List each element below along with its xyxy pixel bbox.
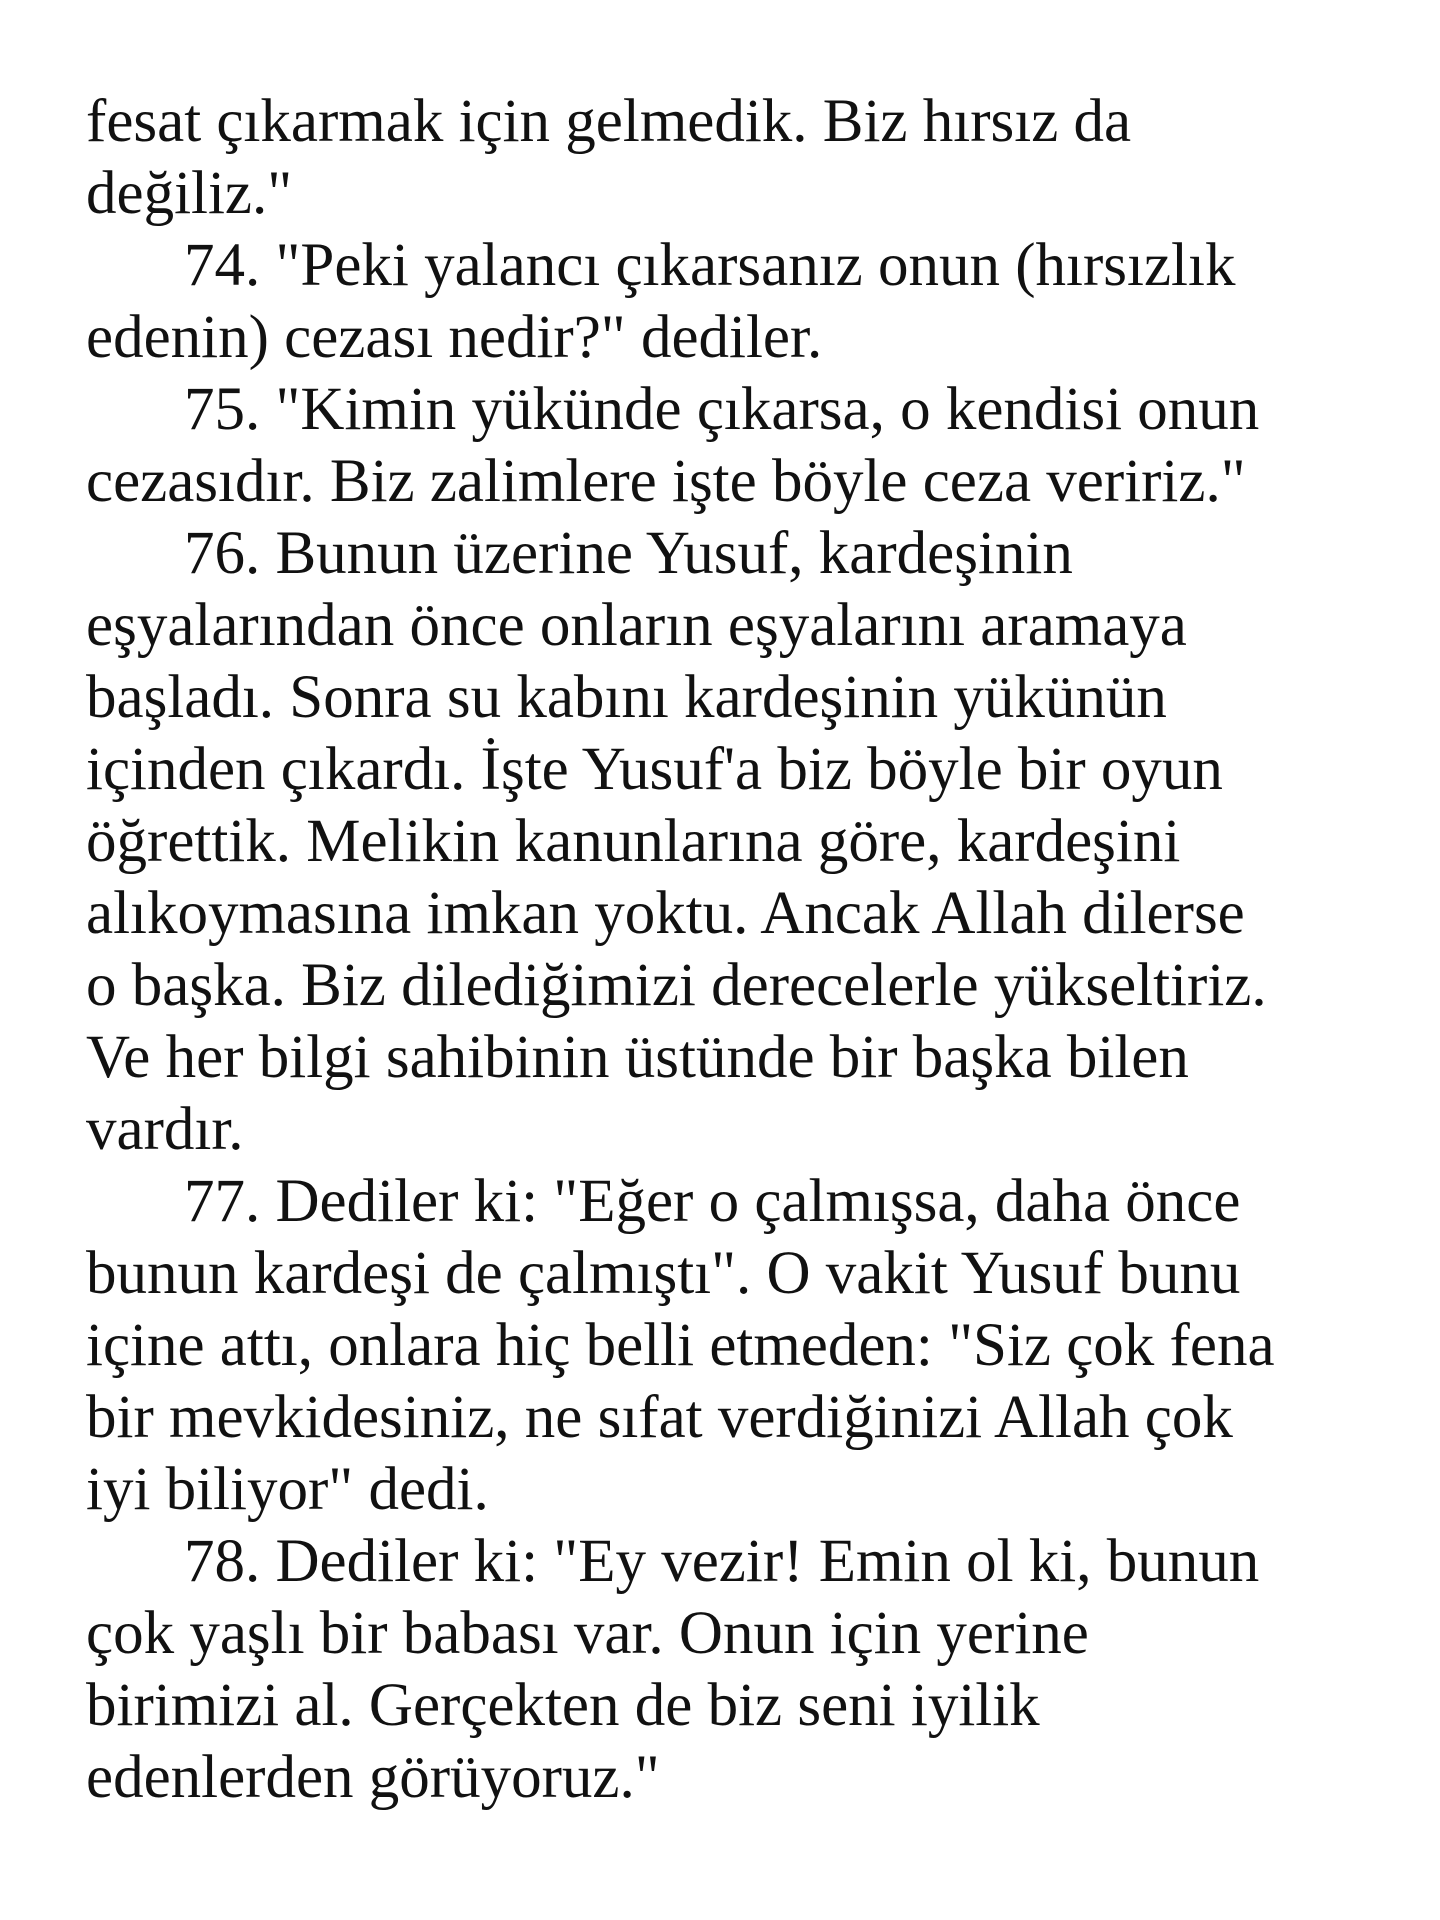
text-line: fesat çıkarmak için gelmedik. Biz hırsız da: [86, 88, 1132, 155]
text-line: öğrettik. Melikin kanunlarına göre, kardeşini: [86, 808, 1181, 875]
text-line: vardır.: [86, 1096, 244, 1163]
text-line: birimizi al. Gerçekten de biz seni iyilik: [86, 1672, 1040, 1739]
text-line: çok yaşlı bir babası var. Onun için yerine: [86, 1600, 1089, 1667]
text-line: içinden çıkardı. İşte Yusuf'a biz böyle bir oyun: [86, 736, 1223, 803]
text-line: içine attı, onlara hiç belli etmeden: "Siz çok fena: [86, 1312, 1275, 1379]
text-line: Ve her bilgi sahibinin üstünde bir başka bilen: [86, 1024, 1189, 1091]
text-line: bir mevkidesiniz, ne sıfat verdiğinizi Allah çok: [86, 1384, 1233, 1451]
verse-76-start-line: 76. Bunun üzerine Yusuf, kardeşinin: [184, 520, 1073, 587]
verse-78-start-line: 78. Dediler ki: "Ey vezir! Emin ol ki, bunun: [184, 1528, 1260, 1595]
text-line: eşyalarından önce onların eşyalarını aramaya: [86, 592, 1187, 659]
document-page: [86, 86, 1376, 1814]
text-line: cezasıdır. Biz zalimlere işte böyle ceza veririz.": [86, 448, 1246, 515]
verse-77-start-line: 77. Dediler ki: "Eğer o çalmışsa, daha önce: [184, 1168, 1241, 1235]
text-line: edenin) cezası nedir?" dediler.: [86, 304, 823, 371]
text-line: edenlerden görüyoruz.": [86, 1744, 660, 1811]
text-line: bunun kardeşi de çalmıştı". O vakit Yusuf bunu: [86, 1240, 1241, 1307]
text-line: başladı. Sonra su kabını kardeşinin yükünün: [86, 664, 1167, 731]
text-line: iyi biliyor" dedi.: [86, 1456, 489, 1523]
text-line: o başka. Biz dilediğimizi derecelerle yükseltiriz.: [86, 952, 1267, 1019]
verse-75-start-line: 75. "Kimin yükünde çıkarsa, o kendisi onun: [184, 376, 1260, 443]
text-line: değiliz.": [86, 160, 293, 227]
text-line: alıkoymasına imkan yoktu. Ancak Allah dilerse: [86, 880, 1245, 947]
verse-74-start-line: 74. "Peki yalancı çıkarsanız onun (hırsızlık: [184, 232, 1236, 299]
